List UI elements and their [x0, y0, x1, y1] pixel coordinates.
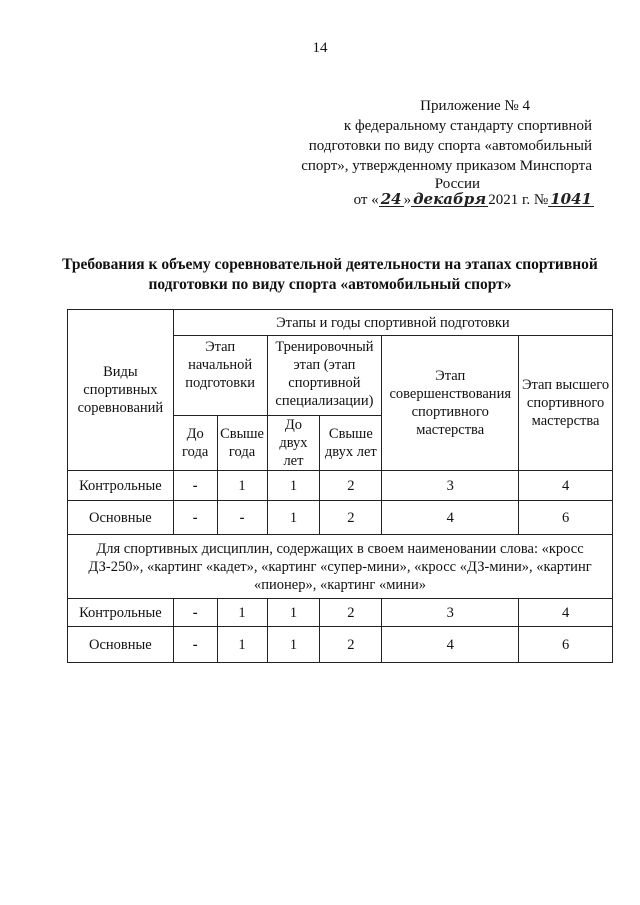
- cell: 1: [267, 471, 320, 501]
- cell: 2: [320, 599, 382, 627]
- sub-over-year: Свыше года: [217, 416, 267, 471]
- order-prefix: от «: [353, 192, 379, 208]
- cell: 3: [382, 471, 519, 501]
- table-row: [68, 501, 613, 535]
- requirements-table: [67, 309, 613, 663]
- cell: 1: [217, 471, 267, 501]
- cell: -: [173, 471, 217, 501]
- appendix-line-2: к федеральному стандарту спортивной: [343, 118, 592, 134]
- stage-improvement-header: Этап совершенствования спортивного мастерства: [382, 336, 519, 471]
- cell: 1: [217, 599, 267, 627]
- order-number-handwritten: 1041: [550, 190, 592, 208]
- order-mid: »: [403, 192, 412, 208]
- cell: -: [217, 501, 267, 535]
- stage-training-header: Тренировочный этап (этап спортивной специализации): [267, 336, 382, 416]
- order-day-handwritten: 24: [380, 190, 402, 208]
- order-year: 2021 г. №: [488, 192, 549, 208]
- cell: 4: [382, 627, 519, 663]
- cell: 4: [519, 471, 613, 501]
- sub-over-two-years: Свыше двух лет: [320, 416, 382, 471]
- table-row: [68, 599, 613, 627]
- row-label: Основные: [68, 501, 174, 535]
- row-header-cell: Виды спортивных соревнований: [68, 310, 174, 471]
- cell: 4: [382, 501, 519, 535]
- cell: 3: [382, 599, 519, 627]
- row-label: Контрольные: [68, 599, 174, 627]
- title-line-1: Требования к объему соревновательной деятельности на этапах спортивной: [62, 256, 598, 273]
- document-title: [60, 255, 600, 295]
- cell: 1: [217, 627, 267, 663]
- appendix-line-5: России: [434, 176, 480, 192]
- cell: -: [173, 599, 217, 627]
- cell: 6: [519, 501, 613, 535]
- title-line-2: подготовки по виду спорта «автомобильный спорт»: [148, 276, 512, 293]
- stage-initial-header: Этап начальной подготовки: [173, 336, 267, 416]
- table-row: [68, 627, 613, 663]
- stage-higher-header: Этап высшего спортивного мастерства: [519, 336, 613, 471]
- row-label: Основные: [68, 627, 174, 663]
- cell: -: [173, 501, 217, 535]
- appendix-line-3: подготовки по виду спорта «автомобильный: [308, 138, 592, 154]
- section-note: Для спортивных дисциплин, содержащих в своем наименовании слова: «кросс ДЗ-250», «картинг «кадет», «картинг «супер-мини», «кросс «ДЗ-мини», «картинг «пионер», «картинг «мини»: [68, 535, 613, 599]
- cell: 1: [267, 501, 320, 535]
- cell: 2: [320, 627, 382, 663]
- order-month-handwritten: декабря: [413, 190, 487, 208]
- page-number: 14: [312, 40, 328, 56]
- appendix-title: Приложение № 4: [420, 98, 530, 114]
- sub-up-to-two-years: До двух лет: [267, 416, 320, 471]
- cell: 2: [320, 501, 382, 535]
- cell: 6: [519, 627, 613, 663]
- cell: -: [173, 627, 217, 663]
- stages-header: Этапы и годы спортивной подготовки: [173, 310, 612, 336]
- sub-up-to-year: До года: [173, 416, 217, 471]
- cell: 1: [267, 599, 320, 627]
- appendix-line-4: спорт», утвержденному приказом Минспорта: [301, 158, 592, 174]
- cell: 2: [320, 471, 382, 501]
- table-row: [68, 471, 613, 501]
- cell: 1: [267, 627, 320, 663]
- order-reference: [354, 192, 594, 209]
- cell: 4: [519, 599, 613, 627]
- row-label: Контрольные: [68, 471, 174, 501]
